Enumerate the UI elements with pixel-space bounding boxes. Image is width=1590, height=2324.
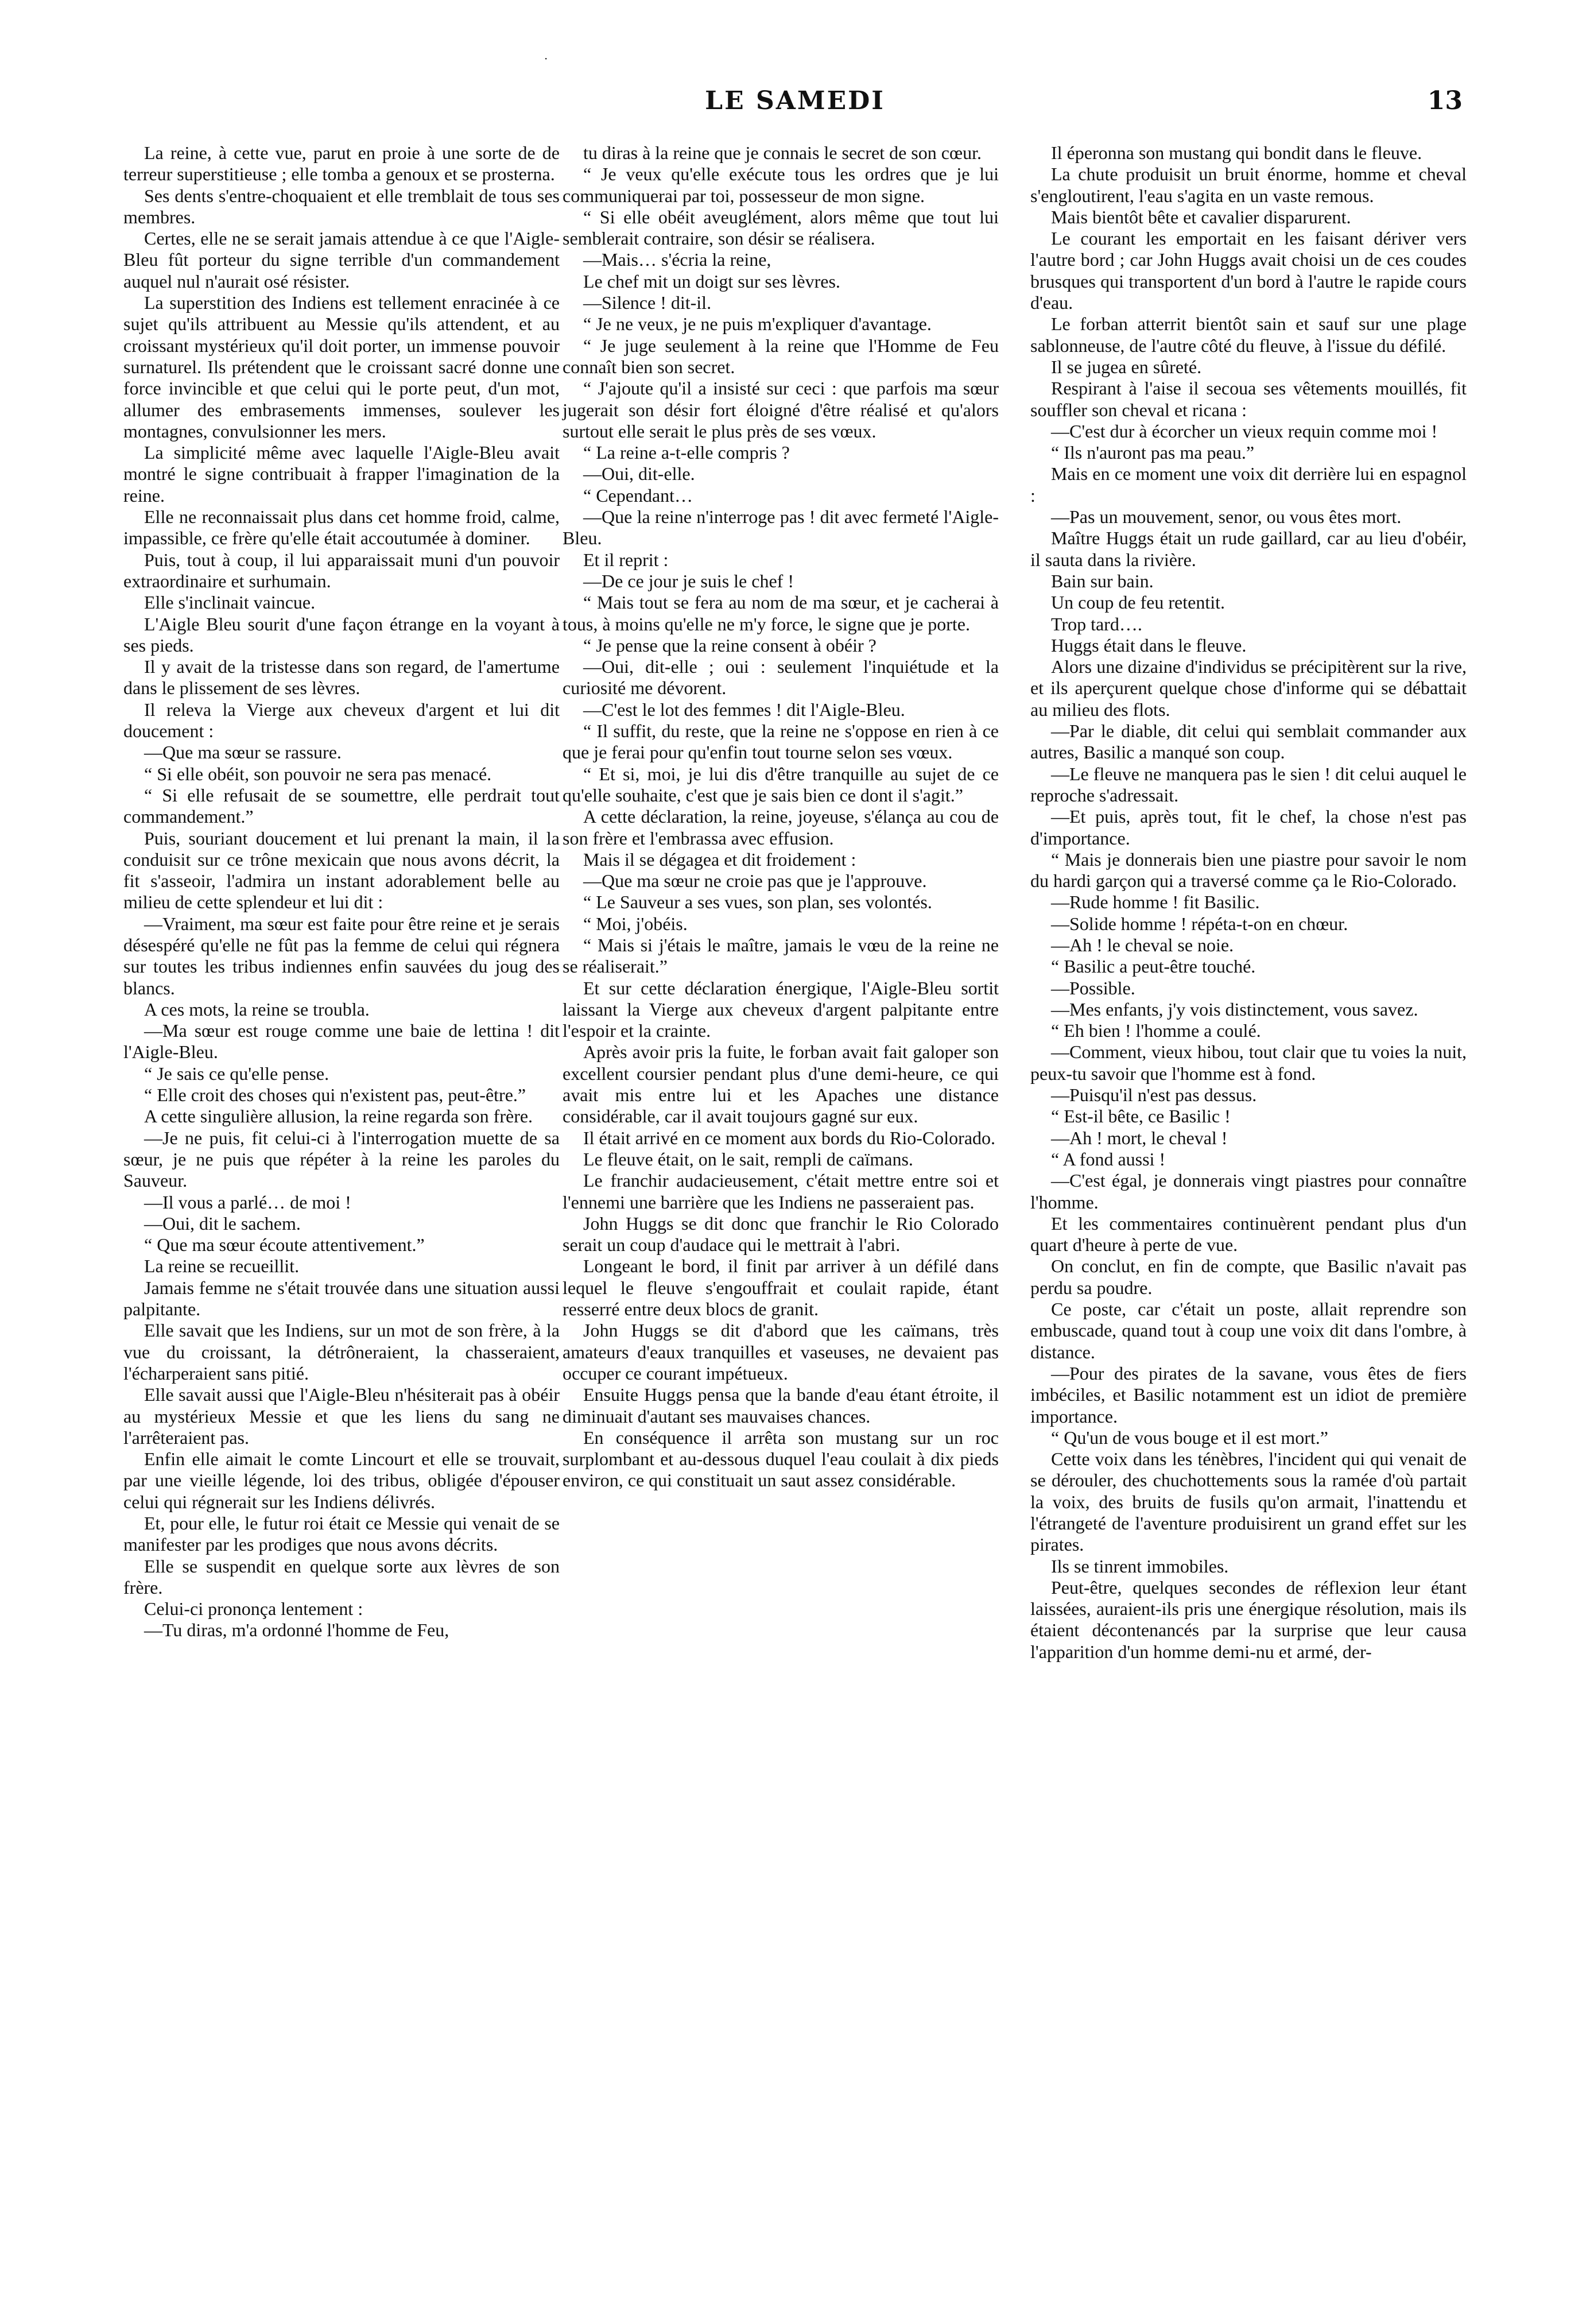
- paragraph: “ La reine a-t-elle compris ?: [583, 442, 790, 463]
- paragraph: —C'est le lot des femmes ! dit l'Aigle-Bleu.: [583, 699, 905, 720]
- paragraph: “ Que ma sœur écoute attentivement.”: [144, 1234, 425, 1256]
- paragraph: tu diras à la reine que je connais le secret de son cœur.: [583, 142, 982, 163]
- paragraph: Elle savait aussi que l'Aigle-Bleu n'hésiterait pas à obéir au mystérieux Messie et que les liens du sang ne l'arrêteraient pas.: [123, 1384, 560, 1448]
- paragraph: Le courant les emportait en les faisant dériver vers l'autre bord ; car John Huggs avait choisi un de ces coudes brusques qui transportent d'un bord à l'autre le rapide cours d'eau.: [1030, 228, 1467, 313]
- paragraph: —Possible.: [1051, 977, 1135, 998]
- paragraph: —Le fleuve ne manquera pas le sien ! dit celui auquel le reproche s'adressait.: [1030, 763, 1467, 805]
- paragraph: Et il reprit :: [583, 549, 669, 570]
- paragraph: Ses dents s'entre-choquaient et elle tremblait de tous ses membres.: [123, 185, 560, 227]
- paragraph: Jamais femme ne s'était trouvée dans une situation aussi palpitante.: [123, 1277, 560, 1320]
- paragraph: —Et puis, après tout, fit le chef, la chose n'est pas d'importance.: [1030, 806, 1467, 849]
- paragraph: Ce poste, car c'était un poste, allait reprendre son embuscade, quand tout à coup une voix dit dans l'ombre, à distance.: [1030, 1299, 1467, 1362]
- paragraph: La reine se recueillit.: [144, 1256, 300, 1277]
- paragraph: —Mais… s'écria la reine,: [583, 249, 771, 270]
- paragraph: Peut-être, quelques secondes de réflexion leur étant laissées, auraient-ils pris une énergique résolution, mais ils étaient décontenancés par la surprise que leur causa l'apparition d'un homme demi-nu et armé, der-: [1030, 1577, 1467, 1662]
- paragraph: Puis, souriant doucement et lui prenant la main, il la conduisit sur ce trône mexicain que nous avons décrit, la fit s'asseoir, l'admira un instant adorablement belle au milieu de cette splendeur et lui dit :: [123, 827, 560, 913]
- print-speck: ·: [544, 52, 548, 65]
- paragraph: Le fleuve était, on le sait, rempli de caïmans.: [583, 1148, 913, 1169]
- paragraph: Elle ne reconnaissait plus dans cet homme froid, calme, impassible, ce frère qu'elle était accoutumée à dominer.: [123, 506, 560, 549]
- paragraph: —C'est égal, je donnerais vingt piastres pour connaître l'homme.: [1030, 1170, 1467, 1213]
- paragraph: La reine, à cette vue, parut en proie à une sorte de de terreur superstitieuse ; elle tomba a genoux et se prosterna.: [123, 142, 560, 185]
- paragraph: Un coup de feu retentit.: [1051, 592, 1225, 613]
- paragraph: —De ce jour je suis le chef !: [583, 570, 794, 591]
- paragraph: Le chef mit un doigt sur ses lèvres.: [583, 270, 840, 292]
- paragraph: —Que ma sœur ne croie pas que je l'approuve.: [583, 870, 927, 892]
- paragraph: —Silence ! dit-il.: [583, 292, 712, 313]
- paragraph: Ils se tinrent immobiles.: [1051, 1555, 1229, 1577]
- paragraph: —Rude homme ! fit Basilic.: [1051, 892, 1260, 913]
- paragraph: “ Qu'un de vous bouge et il est mort.”: [1051, 1427, 1328, 1448]
- paragraph: Le forban atterrit bientôt sain et sauf sur une plage sablonneuse, de l'autre côté du fleuve, à l'issue du défilé.: [1030, 313, 1467, 356]
- text-column-2: [563, 142, 999, 1492]
- paragraph: “ Il suffit, du reste, que la reine ne s'oppose en rien à ce que je ferai pour qu'enfin tout tourne selon ses vœux.: [563, 721, 999, 763]
- paragraph: On conclut, en fin de compte, que Basilic n'avait pas perdu sa poudre.: [1030, 1256, 1467, 1298]
- paragraph: Mais il se dégagea et dit froidement :: [583, 849, 856, 870]
- paragraph: Ensuite Huggs pensa que la bande d'eau étant étroite, il diminuait d'autant ses mauvaises chances.: [563, 1384, 999, 1427]
- paragraph: John Huggs se dit d'abord que les caïmans, très amateurs d'eaux tranquilles et vaseuses, ne devaient pas occuper ce courant impétueux.: [563, 1320, 999, 1384]
- paragraph: Bain sur bain.: [1051, 570, 1154, 591]
- paragraph: —Vraiment, ma sœur est faite pour être reine et je serais désespéré qu'elle ne fût pas la femme de celui qui régnera sur toutes les tribus indiennes enfin sauvées du joug des blancs.: [123, 913, 560, 998]
- paragraph: Il releva la Vierge aux cheveux d'argent et lui dit doucement :: [123, 699, 560, 742]
- paragraph: “ Basilic a peut-être touché.: [1051, 956, 1256, 977]
- paragraph: Il y avait de la tristesse dans son regard, de l'amertume dans le plissement de ses lèvres.: [123, 656, 560, 699]
- paragraph: “ Je sais ce qu'elle pense.: [144, 1063, 329, 1084]
- paragraph: Alors une dizaine d'individus se précipitèrent sur la rive, et ils aperçurent quelque chose d'informe qui se débattait au milieu des flots.: [1030, 656, 1467, 720]
- paragraph: “ Je veux qu'elle exécute tous les ordres que je lui communiquerai par toi, possesseur de mon signe.: [563, 164, 999, 206]
- paragraph: “ Ils n'auront pas ma peau.”: [1051, 442, 1255, 463]
- paragraph: “ Mais tout se fera au nom de ma sœur, et je cacherai à tous, à moins qu'elle ne m'y force, le signe que je porte.: [563, 592, 999, 634]
- paragraph: Maître Huggs était un rude gaillard, car au lieu d'obéir, il sauta dans la rivière.: [1030, 528, 1467, 570]
- paragraph: —Par le diable, dit celui qui semblait commander aux autres, Basilic a manqué son coup.: [1030, 721, 1467, 763]
- paragraph: “ Si elle obéit, son pouvoir ne sera pas menacé.: [144, 763, 492, 784]
- paragraph: Huggs était dans le fleuve.: [1051, 634, 1247, 656]
- paragraph: Longeant le bord, il finit par arriver à un défilé dans lequel le fleuve s'engouffrait et coulait rapide, étant resserré entre deux blocs de granit.: [563, 1256, 999, 1320]
- paragraph: Il éperonna son mustang qui bondit dans le fleuve.: [1051, 142, 1422, 163]
- paragraph: “ Je pense que la reine consent à obéir ?: [583, 634, 877, 656]
- paragraph: —Puisqu'il n'est pas dessus.: [1051, 1084, 1257, 1106]
- paragraph: Elle savait que les Indiens, sur un mot de son frère, à la vue du croissant, la détrôneraient, la chasseraient, l'écharperaient sans pitié.: [123, 1320, 560, 1384]
- paragraph: La chute produisit un bruit énorme, homme et cheval s'engloutirent, l'eau s'agita en un vaste remous.: [1030, 164, 1467, 206]
- paragraph: —Ah ! le cheval se noie.: [1051, 934, 1234, 955]
- paragraph: A cette singulière allusion, la reine regarda son frère.: [144, 1106, 533, 1127]
- paragraph: En conséquence il arrêta son mustang sur un roc surplombant et au-dessous duquel l'eau coulait à dix pieds environ, ce qui constituait un saut assez considérable.: [563, 1427, 999, 1491]
- paragraph: Après avoir pris la fuite, le forban avait fait galoper son excellent coursier pendant plus d'une demi-heure, ce qui avait mis entre lui et les Apaches une distance considérable, car il avait toujours gagné sur eux.: [563, 1041, 999, 1127]
- paragraph: “ Est-il bête, ce Basilic !: [1051, 1106, 1231, 1127]
- page-number: 13: [1427, 86, 1463, 115]
- paragraph: “ Mais si j'étais le maître, jamais le vœu de la reine ne se réaliserait.”: [563, 934, 999, 977]
- paragraph: —Oui, dit-elle.: [583, 463, 695, 485]
- paragraph: Elle se suspendit en quelque sorte aux lèvres de son frère.: [123, 1555, 560, 1598]
- paragraph: Et sur cette déclaration énergique, l'Aigle-Bleu sortit laissant la Vierge aux cheveux d'argent palpitante entre l'espoir et la crainte.: [563, 977, 999, 1041]
- paragraph: Puis, tout à coup, il lui apparaissait muni d'un pouvoir extraordinaire et surhumain.: [123, 549, 560, 591]
- paragraph: Et les commentaires continuèrent pendant plus d'un quart d'heure à perte de vue.: [1030, 1213, 1467, 1256]
- paragraph: “ A fond aussi !: [1051, 1148, 1166, 1169]
- page-header: [0, 52, 1590, 121]
- paragraph: “ Et si, moi, je lui dis d'être tranquille au sujet de ce qu'elle souhaite, c'est que je sais bien ce dont il s'agit.”: [563, 763, 999, 805]
- paragraph: Cette voix dans les ténèbres, l'incident qui qui venait de se dérouler, des chuchottements sous la ramée d'où partait la voix, des bruits de fusils qu'on armait, l'inattendu et l'étrangeté de l'aventure produisirent un grand effet sur les pirates.: [1030, 1448, 1467, 1555]
- paragraph: “ Elle croit des choses qui n'existent pas, peut-être.”: [144, 1084, 526, 1106]
- paragraph: Trop tard….: [1051, 613, 1142, 634]
- paragraph: Mais bientôt bête et cavalier disparurent.: [1051, 206, 1351, 227]
- text-column-1: [123, 142, 560, 1641]
- paragraph: —Pour des pirates de la savane, vous êtes de fiers imbéciles, et Basilic notamment est un idiot de première importance.: [1030, 1362, 1467, 1427]
- paragraph: —Comment, vieux hibou, tout clair que tu voies la nuit, peux-tu savoir que l'homme est à fond.: [1030, 1041, 1467, 1084]
- paragraph: Respirant à l'aise il secoua ses vêtements mouillés, fit souffler son cheval et ricana :: [1030, 378, 1467, 420]
- paragraph: —Je ne puis, fit celui-ci à l'interrogation muette de sa sœur, je ne puis que répéter à la reine les paroles du Sauveur.: [123, 1127, 560, 1191]
- paragraph: —Ma sœur est rouge comme une baie de lettina ! dit l'Aigle-Bleu.: [123, 1020, 560, 1063]
- paragraph: —Solide homme ! répéta-t-on en chœur.: [1051, 913, 1348, 934]
- paragraph: La simplicité même avec laquelle l'Aigle-Bleu avait montré le signe contribuait à frapper l'imagination de la reine.: [123, 442, 560, 506]
- paragraph: Et, pour elle, le futur roi était ce Messie qui venait de se manifester par les prodiges que nous avons décrits.: [123, 1513, 560, 1555]
- paragraph: “ Je juge seulement à la reine que l'Homme de Feu connaît bien son secret.: [563, 335, 999, 377]
- paragraph: “ Moi, j'obéis.: [583, 913, 688, 934]
- paragraph: —Tu diras, m'a ordonné l'homme de Feu,: [144, 1620, 449, 1641]
- paragraph: Mais en ce moment une voix dit derrière lui en espagnol :: [1030, 463, 1467, 506]
- paragraph: Il était arrivé en ce moment aux bords du Rio-Colorado.: [583, 1127, 996, 1148]
- paragraph: L'Aigle Bleu sourit d'une façon étrange en la voyant à ses pieds.: [123, 613, 560, 656]
- paragraph: —Ah ! mort, le cheval !: [1051, 1127, 1228, 1148]
- paragraph: John Huggs se dit donc que franchir le Rio Colorado serait un coup d'audace qui le mettrait à l'abri.: [563, 1213, 999, 1256]
- paragraph: “ Eh bien ! l'homme a coulé.: [1051, 1020, 1261, 1041]
- paragraph: “ Si elle obéit aveuglément, alors même que tout lui semblerait contraire, son désir se réalisera.: [563, 206, 999, 249]
- paragraph: —Mes enfants, j'y vois distinctement, vous savez.: [1051, 998, 1418, 1020]
- paragraph: A cette déclaration, la reine, joyeuse, s'élança au cou de son frère et l'embrassa avec effusion.: [563, 806, 999, 849]
- text-column-3: [1030, 142, 1467, 1663]
- paragraph: —C'est dur à écorcher un vieux requin comme moi !: [1051, 420, 1438, 441]
- paragraph: Le franchir audacieusement, c'était mettre entre soi et l'ennemi une barrière que les Indiens ne passeraient pas.: [563, 1170, 999, 1213]
- paragraph: —Que la reine n'interroge pas ! dit avec fermeté l'Aigle-Bleu.: [563, 506, 999, 549]
- paragraph: —Oui, dit le sachem.: [144, 1213, 301, 1234]
- paragraph: “ Je ne veux, je ne puis m'expliquer d'avantage.: [583, 313, 932, 335]
- paragraph: “ Le Sauveur a ses vues, son plan, ses volontés.: [583, 892, 932, 913]
- paragraph: Elle s'inclinait vaincue.: [144, 592, 316, 613]
- paragraph: Il se jugea en sûreté.: [1051, 356, 1202, 377]
- paragraph: —Que ma sœur se rassure.: [144, 742, 342, 763]
- paragraph: “ Si elle refusait de se soumettre, elle perdrait tout commandement.”: [123, 784, 560, 827]
- paragraph: Enfin elle aimait le comte Lincourt et elle se trouvait, par une vieille légende, loi des tribus, obligée d'épouser celui qui régnerait sur les Indiens délivrés.: [123, 1448, 560, 1512]
- paragraph: “ J'ajoute qu'il a insisté sur ceci : que parfois ma sœur jugerait son désir fort éloigné d'être réalisé et qu'alors surtout elle serait le plus près de ses vœux.: [563, 378, 999, 441]
- paragraph: A ces mots, la reine se troubla.: [144, 998, 370, 1020]
- paragraph: —Oui, dit-elle ; oui : seulement l'inquiétude et la curiosité me dévorent.: [563, 656, 999, 699]
- publication-title: LE SAMEDI: [705, 86, 885, 115]
- paragraph: La superstition des Indiens est tellement enracinée à ce sujet qu'ils attribuent au Messie qu'ils attendent, et au croissant mystérieux qu'il doit porter, un immense pouvoir surnaturel. Ils prétendent que le croissant sacré donne une force invincible et que celui qui le porte peut, d'un mot, allumer des embrasements immenses, soulever les montagnes, convulsionner les mers.: [123, 292, 560, 441]
- paragraph: Celui-ci prononça lentement :: [144, 1598, 363, 1620]
- paragraph: “ Cependant…: [583, 485, 693, 506]
- paragraph: —Il vous a parlé… de moi !: [144, 1191, 351, 1213]
- paragraph: Certes, elle ne se serait jamais attendue à ce que l'Aigle-Bleu fût porteur du signe terrible d'un commandement auquel nul n'aurait osé résister.: [123, 228, 560, 292]
- paragraph: “ Mais je donnerais bien une piastre pour savoir le nom du hardi garçon qui a traversé comme ça le Rio-Colorado.: [1030, 849, 1467, 892]
- paragraph: —Pas un mouvement, senor, ou vous êtes mort.: [1051, 506, 1402, 528]
